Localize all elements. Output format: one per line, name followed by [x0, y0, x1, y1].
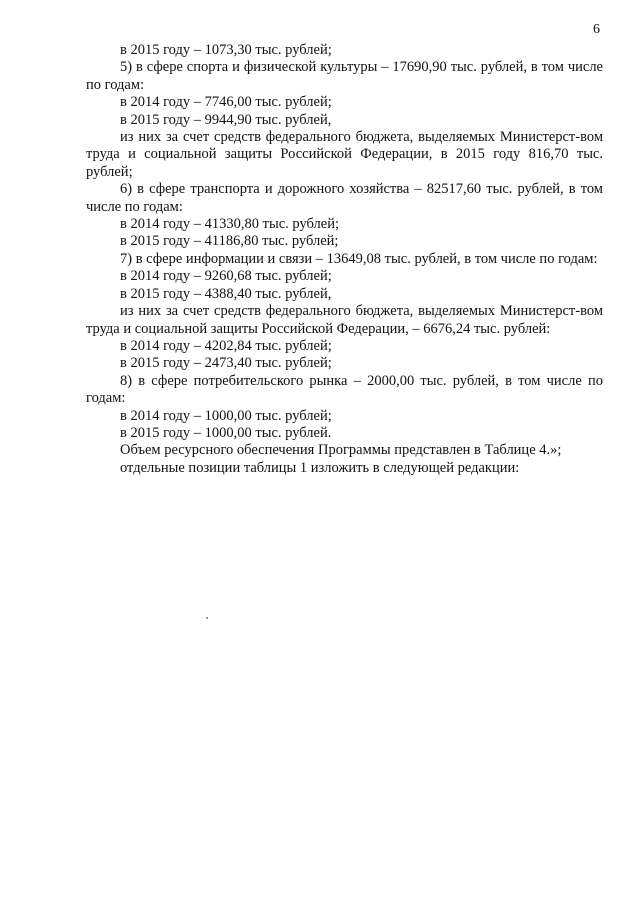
paragraph: в 2015 году – 41186,80 тыс. рублей; [120, 233, 339, 250]
paragraph: в 2015 году – 2473,40 тыс. рублей; [120, 355, 332, 372]
paragraph: в 2014 году – 9260,68 тыс. рублей; [120, 268, 332, 285]
paragraph: в 2015 году – 1000,00 тыс. рублей. [120, 424, 332, 441]
paragraph: в 2014 году – 1000,00 тыс. рублей; [120, 407, 332, 424]
paragraph: 8) в сфере потребительского рынка – 2000,00 тыс. рублей, в том числе по годам: [86, 372, 603, 407]
page-number: 6 [593, 22, 600, 37]
paragraph: в 2014 году – 7746,00 тыс. рублей; [120, 94, 332, 111]
paragraph: в 2015 году – 4388,40 тыс. рублей, [120, 285, 332, 302]
paragraph: в 2015 году – 1073,30 тыс. рублей; [120, 42, 332, 58]
paragraph: в 2014 году – 4202,84 тыс. рублей; [120, 337, 332, 354]
paragraph: из них за счет средств федерального бюджета, выделяемых Министерст-вом труда и социальной защиты Российской Федерации, – 6676,24 тыс. рублей: [86, 303, 603, 337]
paragraph: в 2014 году – 41330,80 тыс. рублей; [120, 216, 340, 233]
paragraph: 5) в сфере спорта и физической культуры – 17690,90 тыс. рублей, в том числе по годам: [86, 59, 603, 93]
paragraph: 7) в сфере информации и связи – 13649,08 тыс. рублей, в том числе по годам: [120, 250, 598, 267]
document-body [86, 42, 603, 477]
paragraph: Объем ресурсного обеспечения Программы представлен в Таблице 4.»; [120, 442, 562, 459]
paragraph: в 2015 году – 9944,90 тыс. рублей, [120, 111, 332, 128]
paragraph: отдельные позиции таблицы 1 изложить в следующей редакции: [120, 459, 520, 476]
paragraph: из них за счет средств федерального бюджета, выделяемых Министерст-вом труда и социальной защиты Российской Федерации, в 2015 году 816,70 тыс. рублей; [86, 129, 603, 180]
scan-dot [206, 617, 208, 619]
paragraph: 6) в сфере транспорта и дорожного хозяйства – 82517,60 тыс. рублей, в том числе по годам: [86, 181, 603, 215]
